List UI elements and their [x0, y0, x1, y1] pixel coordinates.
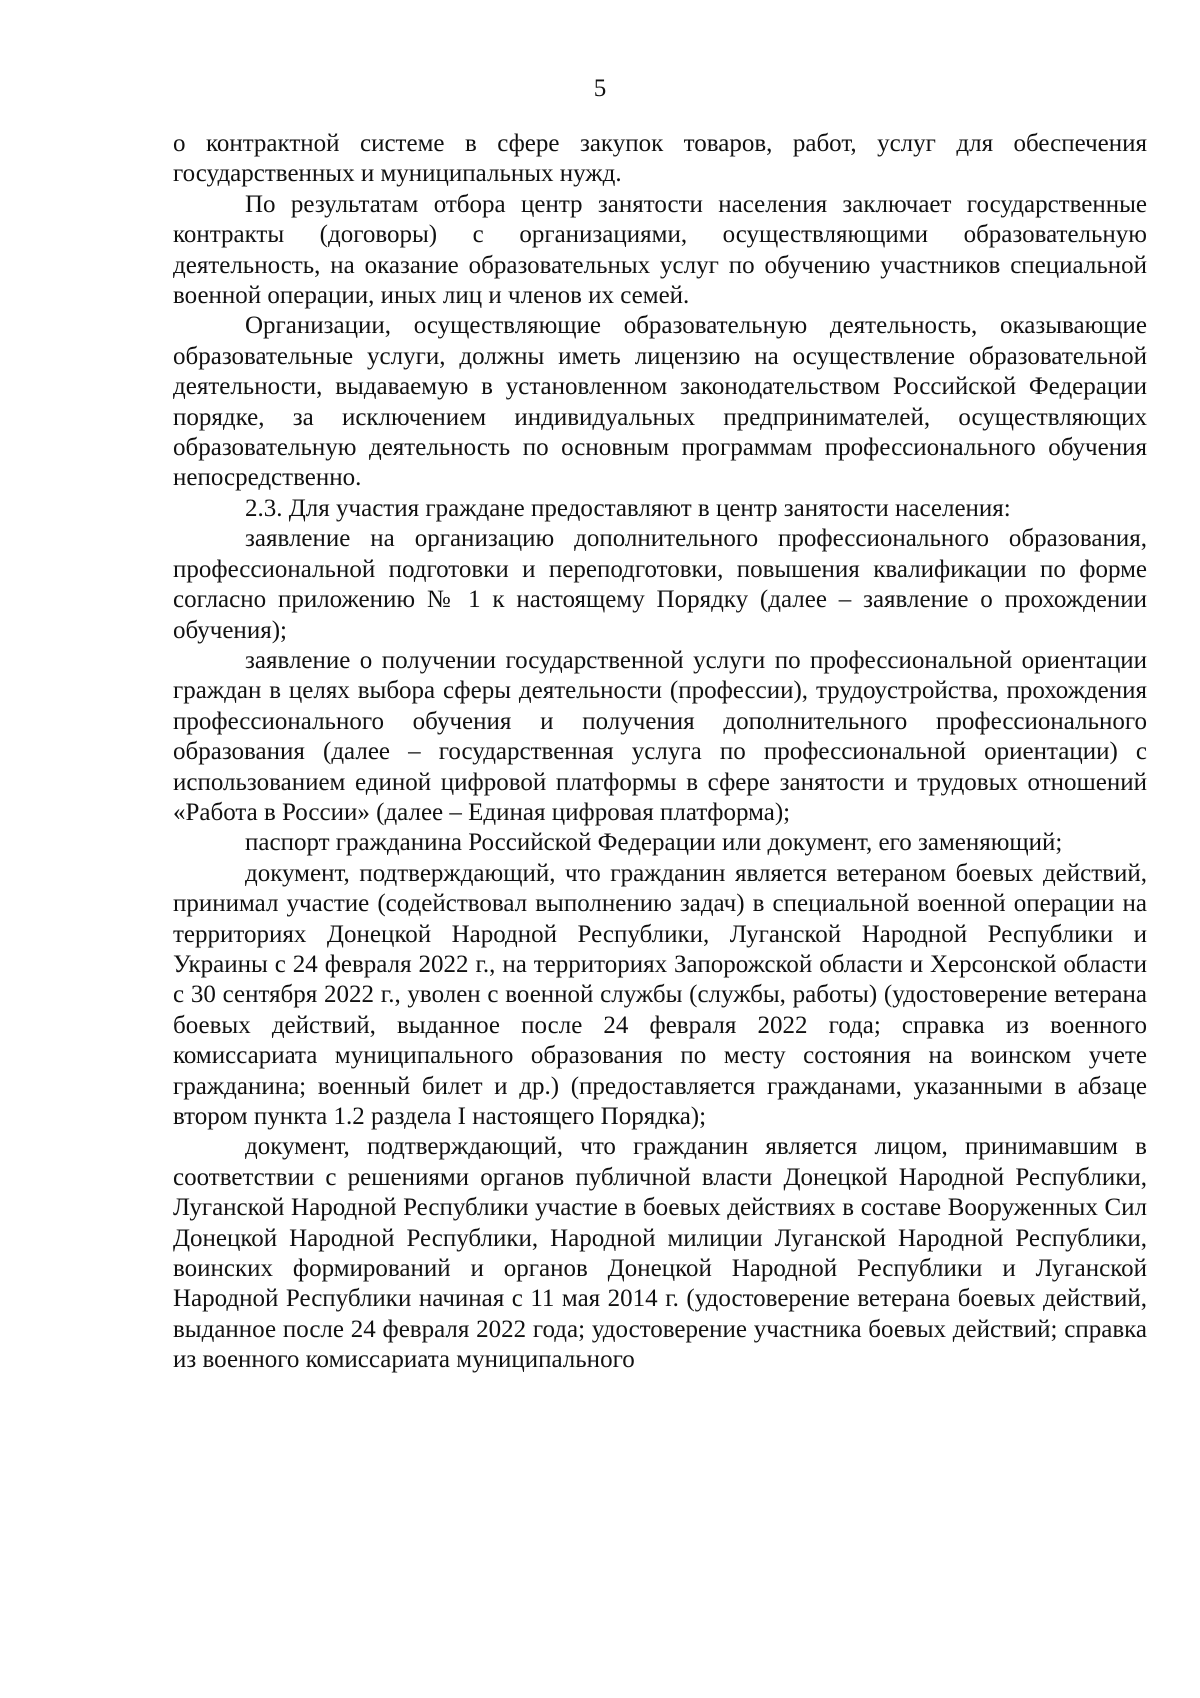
- list-item-passport: паспорт гражданина Российской Федерации или документ, его заменяющий;: [245, 829, 1063, 857]
- list-item-veteran-document: документ, подтверждающий, что гражданин является ветераном боевых действий, принимал участие (содействовал выполнению задач) в специальной военной операции на территориях Донецкой Народной Республики, Луганской Народной Республики и Украины с 24 февраля 2022 г., на территориях Запорожской области и Херсонской области с 30 сентября 2022 г., уволен с военной службы (службы, работы) (удостоверение ветерана боевых действий, выданное после 24 февраля 2022 года; справка из военного комиссариата муниципального образования по месту состояния на воинском учете гражданина; военный билет и др.) (предоставляется гражданами, указанными в абзаце втором пункта 1.2 раздела I настоящего Порядка);: [173, 859, 1147, 1130]
- list-item-training-application: заявление на организацию дополнительного профессионального образования, профессиональной подготовки и переподготовки, повышения квалификации по форме согласно приложению № 1 к настоящему Порядку (далее – заявление о прохождении обучения);: [173, 525, 1147, 644]
- list-item-participant-document: документ, подтверждающий, что гражданин является лицом, принимавшим в соответствии с решениями органов публичной власти Донецкой Народной Республики, Луганской Народной Республики участие в боевых действиях в составе Вооруженных Сил Донецкой Народной Республики, Народной милиции Луганской Народной Республики, воинских формирований и органов Донецкой Народной Республики и Луганской Народной Республики начиная с 11 мая 2014 г. (удостоверение ветерана боевых действий, выданное после 24 февраля 2022 года; удостоверение участника боевых действий; справка из военного комиссариата муниципального: [173, 1133, 1147, 1374]
- paragraph-continuation: о контрактной системе в сфере закупок товаров, работ, услуг для обеспечения государственных и муниципальных нужд.: [173, 130, 1147, 188]
- page-number: 5: [593, 75, 607, 102]
- list-item-career-guidance-application: заявление о получении государственной услуги по профессиональной ориентации граждан в целях выбора сферы деятельности (профессии), трудоустройства, прохождения профессионального обучения и получения дополнительного профессионального образования (далее – государственная услуга по профессиональной ориентации) с использованием единой цифровой платформы в сфере занятости и трудовых отношений «Работа в России» (далее – Единая цифровая платформа);: [173, 646, 1147, 826]
- paragraph-section-2-3: 2.3. Для участия граждане предоставляют в центр занятости населения:: [245, 494, 1011, 522]
- paragraph-license: Организации, осуществляющие образовательную деятельность, оказывающие образовательные услуги, должны иметь лицензию на осуществление образовательной деятельности, выдаваемую в установленном законодательством Российской Федерации порядке, за исключением индивидуальных предпринимателей, осуществляющих образовательную деятельность по основным программам профессионального обучения непосредственно.: [173, 312, 1147, 492]
- document-body: [173, 129, 1147, 1376]
- paragraph-contracts: По результатам отбора центр занятости населения заключает государственные контракты (договоры) с организациями, осуществляющими образовательную деятельность, на оказание образовательных услуг по обучению участников специальной военной операции, иных лиц и членов их семей.: [173, 190, 1147, 310]
